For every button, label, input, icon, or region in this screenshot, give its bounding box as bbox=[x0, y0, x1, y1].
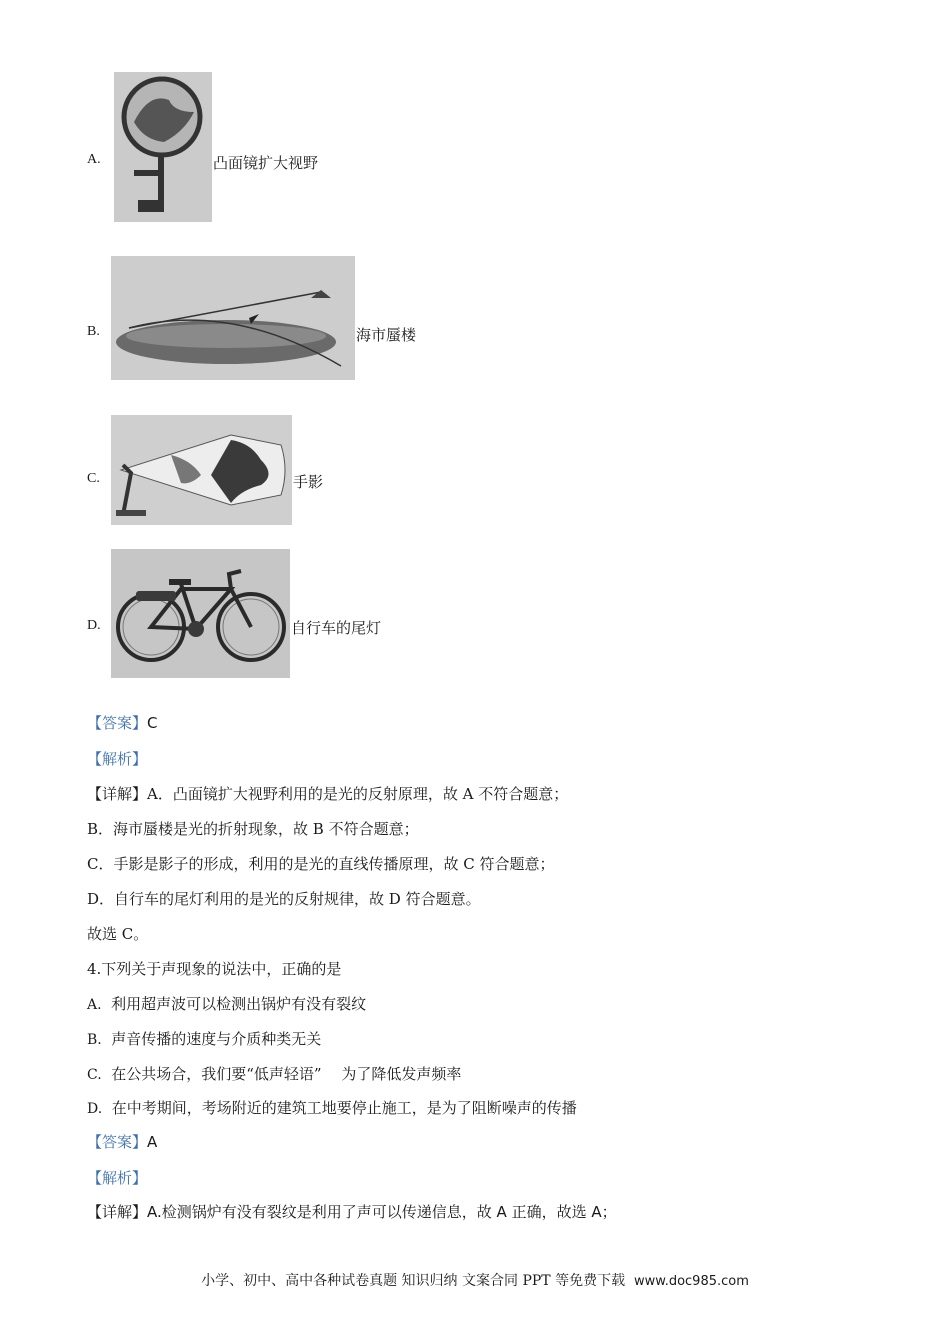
q4-answer bbox=[87, 1131, 157, 1152]
q3-conclusion: 故选 C。 bbox=[87, 925, 149, 943]
footer-url[interactable]: www.doc985.com bbox=[633, 1274, 749, 1289]
footer-text: 小学、初中、高中各种试卷真题 知识归纳 文案合同 PPT 等免费下载 bbox=[201, 1273, 626, 1289]
q4-option-a bbox=[87, 993, 366, 1014]
q4-answer-value: A bbox=[147, 1133, 158, 1151]
q4-option-b-text: 声音传播的速度与介质种类无关 bbox=[111, 1030, 322, 1048]
hand-shadow-image bbox=[111, 415, 292, 525]
page-footer bbox=[0, 1270, 950, 1290]
q4-option-a-text: 利用超声波可以检测出锅炉有没有裂纹 bbox=[111, 995, 367, 1013]
q4-option-d bbox=[87, 1097, 577, 1118]
q4-option-b-letter: B. bbox=[87, 1032, 102, 1048]
q4-detail bbox=[87, 1201, 617, 1222]
convex-mirror-icon bbox=[114, 72, 212, 222]
q3-detail-line-1: 【详解】A．凸面镜扩大视野利用的是光的反射原理，故 A 不符合题意； bbox=[87, 785, 569, 803]
q3-answer bbox=[87, 712, 158, 733]
option-d-caption: 自行车的尾灯 bbox=[291, 619, 382, 637]
hand-shadow-icon bbox=[111, 415, 292, 525]
mirage-image bbox=[111, 256, 355, 380]
q3-detail-line-3: C．手影是影子的形成，利用的是光的直线传播原理，故 C 符合题意； bbox=[87, 855, 555, 873]
q4-option-d-text: 在中考期间，考场附近的建筑工地要停止施工，是为了阻断噪声的传播 bbox=[111, 1099, 577, 1117]
option-a-letter: A. bbox=[87, 152, 101, 167]
q3-detail-line-2: B．海市蜃楼是光的折射现象，故 B 不符合题意； bbox=[87, 820, 419, 838]
option-a-caption: 凸面镜扩大视野 bbox=[213, 154, 319, 172]
q4-detail-text: A.检测锅炉有没有裂纹是利用了声可以传递信息，故 A 正确，故选 A； bbox=[147, 1203, 617, 1221]
q4-option-d-letter: D. bbox=[87, 1101, 103, 1117]
mirage-diagram-icon bbox=[111, 256, 355, 380]
q4-analysis-label: 【解析】 bbox=[87, 1169, 148, 1187]
q3-answer-label: 【答案】 bbox=[87, 714, 148, 732]
q4-answer-label: 【答案】 bbox=[87, 1133, 148, 1151]
q4-option-a-letter: A. bbox=[87, 997, 102, 1013]
convex-mirror-image bbox=[114, 72, 212, 222]
option-b-caption: 海市蜃楼 bbox=[356, 326, 417, 344]
q4-detail-prefix: 【详解】 bbox=[87, 1203, 148, 1221]
option-c-caption: 手影 bbox=[293, 473, 324, 491]
q3-analysis-label: 【解析】 bbox=[87, 750, 148, 768]
bicycle-icon bbox=[111, 549, 290, 678]
q3-answer-value: C bbox=[147, 714, 158, 732]
q4-option-c bbox=[87, 1063, 461, 1084]
q4-option-b bbox=[87, 1028, 321, 1049]
bicycle-image bbox=[111, 549, 290, 678]
option-b-letter: B. bbox=[87, 324, 100, 339]
option-c-letter: C. bbox=[87, 471, 100, 486]
q4-option-c-letter: C. bbox=[87, 1067, 102, 1083]
q4-question: 4.下列关于声现象的说法中，正确的是 bbox=[87, 960, 342, 978]
option-d-letter: D. bbox=[87, 618, 101, 633]
q3-detail-line-4: D．自行车的尾灯利用的是光的反射规律，故 D 符合题意。 bbox=[87, 890, 481, 908]
q4-option-c-text: 在公共场合，我们要“低声轻语” 为了降低发声频率 bbox=[111, 1065, 462, 1083]
